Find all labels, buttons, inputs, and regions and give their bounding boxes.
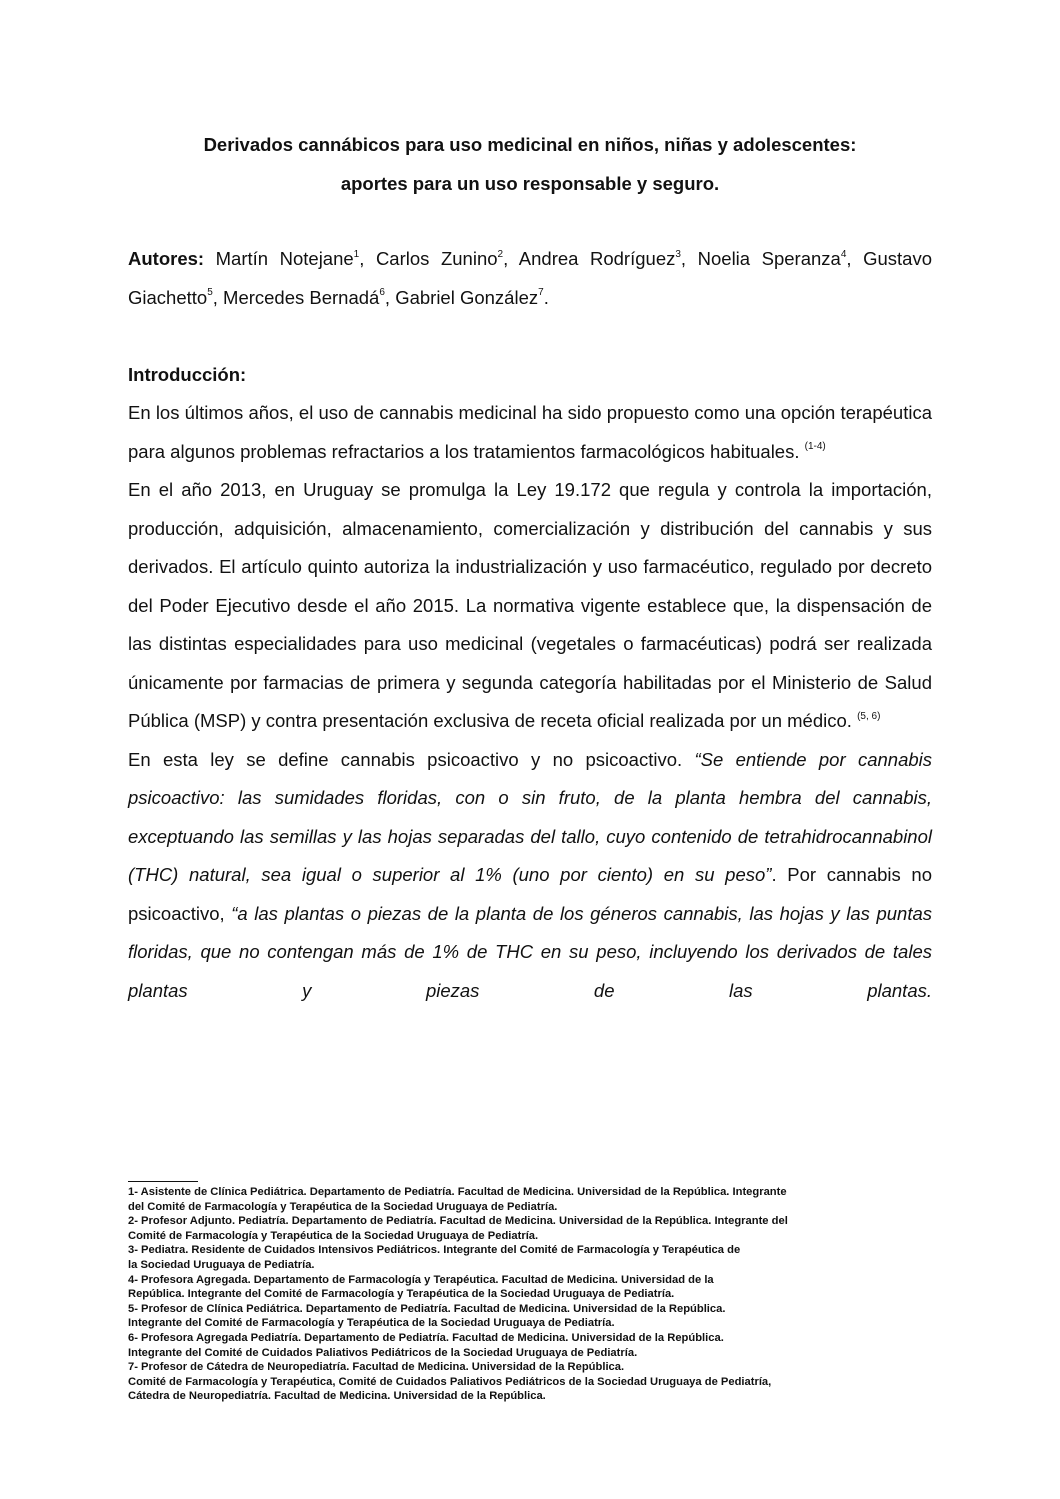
footnotes xyxy=(128,1185,938,1404)
footnote-6: 6- Profesora Agregada Pediatría. Departamento de Pediatría. Facultad de Medicina. Universidad de la República. Integrante del Comité de Cuidados Paliativos Pediátricos de la Sociedad Uruguaya de Pediatría. xyxy=(128,1331,724,1359)
section-heading-introduccion: Introducción: xyxy=(128,364,247,385)
footnote-5: 5- Profesor de Clínica Pediátrica. Departamento de Pediatría. Facultad de Medicina. Universidad de la República. Integrante del Comité de Farmacología y Terapéutica de la Sociedad Uruguaya de Pediatría. xyxy=(128,1302,726,1330)
author-6: Mercedes Bernadá$^6$, xyxy=(223,286,396,308)
authors-label: Autores: xyxy=(128,248,205,269)
footnote-3: 3- Pediatra. Residente de Cuidados Intensivos Pediátricos. Integrante del Comité de Farmacología y Terapéutica de la Sociedad Uruguaya de Pediatría. xyxy=(128,1244,741,1271)
title-line-2: aportes para un uso responsable y seguro. xyxy=(340,172,720,194)
author-2: Carlos Zunino$^2$, xyxy=(375,248,519,269)
authors-line xyxy=(128,240,932,317)
footnote-4: 4- Profesora Agregada. Departamento de Farmacología y Terapéutica. Facultad de Medicina. Universidad de la República. Integrante del Comité de Farmacología y Terapéutica de la Sociedad Uruguaya de Pediatría. xyxy=(128,1273,714,1301)
title-line-1: Derivados cannábicos para uso medicinal en niños, niñas y adolescentes: xyxy=(203,134,857,155)
paragraph-1: En los últimos años, el uso de cannabis medicinal ha sido propuesto como una opción terapéutica para algunos problemas refractarios a los tratamientos farmacológicos habituales. $^{(1-4)}$ xyxy=(128,402,932,462)
citation-ref: (5, 6) xyxy=(857,710,881,722)
footnote-2: 2- Profesor Adjunto. Pediatría. Departamento de Pediatría. Facultad de Medicina. Universidad de la República. Integrante del Comité de Farmacología y Terapéutica de la Sociedad Uruguaya de Pediatría. xyxy=(128,1215,788,1242)
author-5: Gustavo Giachetto$^5$, xyxy=(128,248,932,308)
quote-psicoactivo: “Se entiende por cannabis psicoactivo: las sumidades floridas, con o sin fruto, de la planta hembra del cannabis, exceptuando las semillas y las hojas separadas del tallo, cuyo contenido de tetrahidrocannabinol (THC) natural, sea igual o superior al 1% (uno por ciento) en su peso” xyxy=(128,748,933,885)
quote-no-psicoactivo: “a las plantas o piezas de la planta de los géneros cannabis, las hojas y las puntas floridas, que no contengan más de 1% de THC en su peso, incluyendo los derivados de tales plantas y piezas de las plantas. xyxy=(128,902,933,1001)
citation-ref: (1-4) xyxy=(804,441,826,453)
intro-body xyxy=(128,394,932,1010)
author-4: Noelia Speranza$^4$, xyxy=(697,248,864,269)
footnote-separator xyxy=(128,1181,198,1182)
footnote-7: 7- Profesor de Cátedra de Neuropediatría. Facultad de Medicina. Universidad de la República. Comité de Farmacología y Terapéutica, Comité de Cuidados Paliativos Pediátricos de la Sociedad Uruguaya de Pediatría, Cátedra de Neuropediatría. Facultad de Medicina. Universidad de la República. xyxy=(128,1361,772,1403)
author-3: Andrea Rodríguez$^3$, xyxy=(518,248,698,269)
paragraph-2: En el año 2013, en Uruguay se promulga la Ley 19.172 que regula y controla la importación, producción, adquisición, almacenamiento, comercialización y distribución del cannabis y sus derivados. El artículo quinto autoriza la industrialización y uso farmacéutico, regulado por decreto del Poder Ejecutivo desde el año 2015. La normativa vigente establece que, la dispensación de las distintas especialidades para uso medicinal (vegetales o farmacéuticas) podrá ser realizada únicamente por farmacias de primera y segunda categoría habilitadas por el Ministerio de Salud Pública (MSP) y contra presentación exclusiva de receta oficial realizada por un médico. $^{(5, 6)}$ xyxy=(128,479,932,731)
paragraph-3: En esta ley se define cannabis psicoactivo y no psicoactivo. “Se entiende por cannabis psicoactivo: las sumidades floridas, con o sin fruto, de la planta hembra del cannabis, exceptuando las semillas y las hojas separadas del tallo, cuyo contenido de tetrahidrocannabinol (THC) natural, sea igual o superior al 1% (uno por ciento) en su peso”. Por cannabis no psicoactivo, “a las plantas o piezas de la planta de los géneros cannabis, las hojas y las puntas floridas, que no contengan más de 1% de THC en su peso, incluyendo los derivados de tales plantas y piezas de las plantas. xyxy=(128,748,933,1001)
author-1: Martín Notejane$^1$, xyxy=(215,248,376,269)
author-7: Gabriel González$^7$. xyxy=(395,286,549,308)
paper-title xyxy=(128,126,932,203)
footnote-1: 1- Asistente de Clínica Pediátrica. Departamento de Pediatría. Facultad de Medicina. Universidad de la República. Integrante del Comité de Farmacología y Terapéutica de la Sociedad Uruguaya de Pediatría. xyxy=(128,1186,787,1213)
